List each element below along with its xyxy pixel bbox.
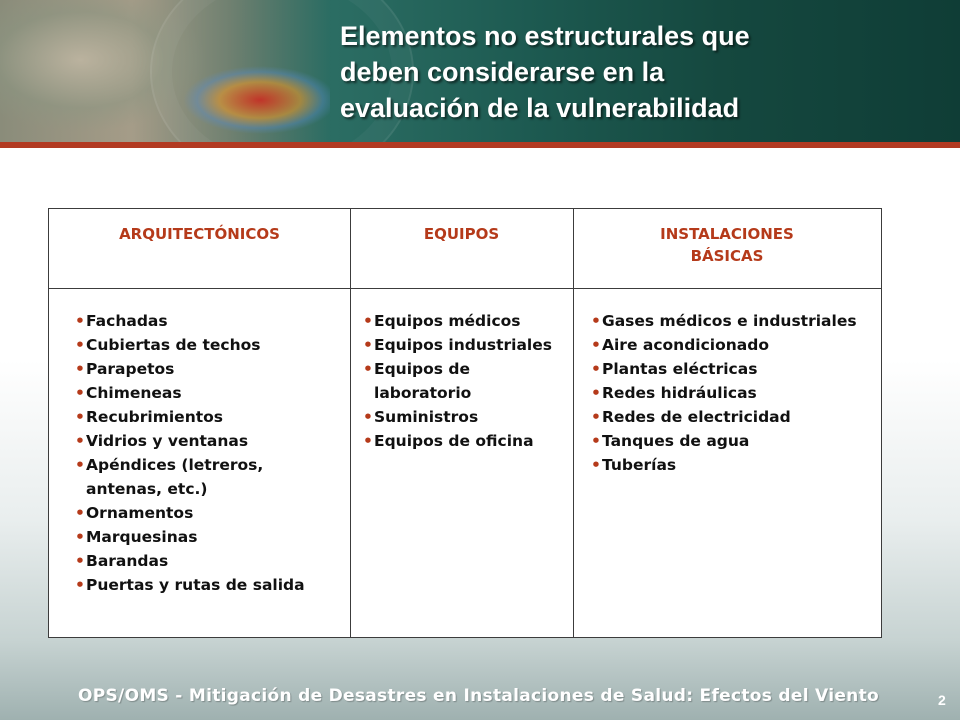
header-divider — [49, 288, 881, 289]
header-instalaciones-line-2: BÁSICAS — [690, 247, 764, 265]
list-item: • Plantas eléctricas — [591, 357, 881, 381]
list-item: • Equipos industriales — [363, 333, 568, 357]
column-divider-2 — [573, 209, 574, 637]
header-arquitectonicos: ARQUITECTÓNICOS — [119, 225, 280, 243]
list-instalaciones — [591, 309, 881, 477]
list-item: • Aire acondicionado — [591, 333, 881, 357]
list-item: • Puertas y rutas de salida — [75, 573, 321, 597]
header-banner — [0, 0, 960, 142]
list-item: • Cubiertas de techos — [75, 333, 321, 357]
list-item: • Marquesinas — [75, 525, 321, 549]
title-line-1: Elementos no estructurales que — [340, 21, 750, 51]
list-item: • Equipos de oficina — [363, 429, 568, 453]
column-divider-1 — [350, 209, 351, 637]
list-item: • Vidrios y ventanas — [75, 429, 321, 453]
list-equipos — [363, 309, 568, 453]
column-instalaciones — [591, 309, 881, 477]
page-number: 2 — [938, 692, 946, 708]
list-item: • Equipos médicos — [363, 309, 568, 333]
list-item: • Suministros — [363, 405, 568, 429]
list-item: • Chimeneas — [75, 381, 321, 405]
slide-title — [340, 18, 940, 126]
list-item: • Apéndices (letreros, antenas, etc.) — [75, 453, 321, 501]
list-item: • Gases médicos e industriales — [591, 309, 881, 333]
list-item: • Barandas — [75, 549, 321, 573]
list-item: • Parapetos — [75, 357, 321, 381]
list-item: • Redes de electricidad — [591, 405, 881, 429]
list-item: • Fachadas — [75, 309, 321, 333]
list-item: • Tuberías — [591, 453, 881, 477]
header-instalaciones-line-1: INSTALACIONES — [660, 225, 794, 243]
list-item: • Ornamentos — [75, 501, 321, 525]
nonstructural-elements-table — [48, 208, 882, 638]
title-line-2: deben considerarse en la — [340, 57, 665, 87]
accent-divider — [0, 142, 960, 148]
list-item: • Tanques de agua — [591, 429, 881, 453]
list-item: • Equipos de laboratorio — [363, 357, 568, 405]
footer-text: OPS/OMS - Mitigación de Desastres en Instalaciones de Salud: Efectos del Viento — [78, 686, 879, 706]
column-equipos — [363, 309, 568, 453]
list-item: • Recubrimientos — [75, 405, 321, 429]
header-equipos: EQUIPOS — [423, 225, 500, 243]
list-item: • Redes hidráulicas — [591, 381, 881, 405]
title-line-3: evaluación de la vulnerabilidad — [340, 93, 740, 123]
header-instalaciones — [573, 223, 881, 267]
list-arquitectonicos — [75, 309, 321, 597]
column-arquitectonicos — [75, 309, 321, 597]
